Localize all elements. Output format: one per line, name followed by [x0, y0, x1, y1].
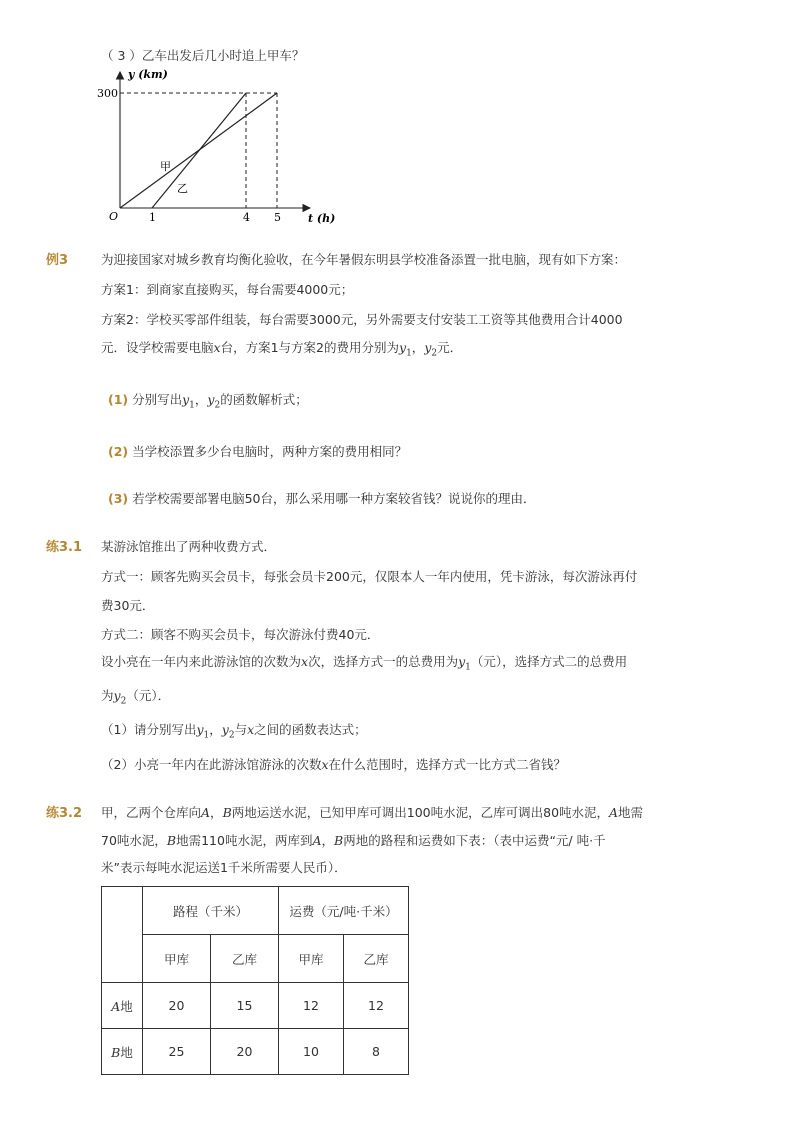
table-header-cost: 运费（元/吨·千米） [279, 887, 409, 935]
example-3-question-2: (2) 当学校添置多少台电脑时，两种方案的费用相同？ [108, 444, 408, 459]
table-cell: 8 [344, 1029, 409, 1075]
practice-3-2-line-2: 70吨水泥，B地需110吨水泥，两库到A，B两地的路程和运费如下表：（表中运费“元/ 吨·千 [101, 833, 606, 848]
example-3-plan-2-cont: 元．设学校需要电脑x台，方案1与方案2的费用分别为$y_1$，$y_2$元． [101, 340, 463, 359]
x-tick-4: 4 [243, 211, 250, 224]
practice-3-2-tag: 练3.2 [46, 806, 83, 821]
distance-time-graph [95, 60, 345, 230]
table-corner-cell [102, 887, 143, 983]
practice-3-1-intro: 某游泳馆推出了两种收费方式． [101, 539, 277, 554]
table-subheader: 乙库 [344, 935, 409, 983]
example-3-plan-1: 方案1：到商家直接购买，每台需要4000元； [101, 282, 354, 297]
table-cell: 12 [344, 983, 409, 1029]
y-axis-label: y (km) [128, 68, 168, 81]
y-tick-300: 300 [97, 87, 118, 100]
practice-3-1-method-1-cont: 费30元． [101, 598, 155, 613]
table-cell: 20 [143, 983, 211, 1029]
x-tick-5: 5 [274, 211, 281, 224]
practice-3-1-setup: 设小亮在一年内来此游泳馆的次数为x次，选择方式一的总费用为$y_1$（元），选择方式二的总费用 [101, 654, 628, 673]
practice-3-1-method-2: 方式二：顾客不购买会员卡，每次游泳付费40元． [101, 627, 380, 642]
table-subheader: 甲库 [143, 935, 211, 983]
example-3-tag: 例3 [46, 253, 69, 268]
practice-3-2-line-1: 甲，乙两个仓库向A，B两地运送水泥，已知甲库可调出100吨水泥，乙库可调出80吨水泥，A地需 [101, 805, 644, 820]
example-3-question-3: (3) 若学校需要部署电脑50台，那么采用哪一种方案较省钱？说说你的理由． [108, 491, 536, 506]
example-3-intro: 为迎接国家对城乡教育均衡化验收，在今年暑假东明县学校准备添置一批电脑，现有如下方案： [101, 252, 627, 267]
table-cell: 15 [211, 983, 279, 1029]
practice-3-1-question-1: （1）请分别写出$y_1$，$y_2$与x之间的函数表达式； [101, 722, 367, 741]
table-row [102, 1029, 409, 1075]
route-cost-table [101, 886, 409, 1075]
practice-3-1-setup-cont: 为$y_2$（元）． [101, 688, 171, 707]
series-yi-label: 乙 [177, 182, 188, 195]
practice-3-1-question-2: （2）小亮一年内在此游泳馆游泳的次数x在什么范围时，选择方式一比方式二省钱？ [101, 757, 567, 772]
table-row-label: B地 [102, 1029, 143, 1075]
x-tick-1: 1 [149, 211, 156, 224]
practice-3-1-method-1: 方式一：顾客先购买会员卡，每张会员卡200元，仅限本人一年内使用，凭卡游泳，每次游泳再付 [101, 569, 638, 584]
series-jia-label: 甲 [160, 160, 171, 173]
x-axis-label: t (h) [308, 212, 336, 225]
table-header-distance: 路程（千米） [143, 887, 279, 935]
origin-label: O [109, 210, 119, 223]
table-cell: 12 [279, 983, 344, 1029]
table-cell: 20 [211, 1029, 279, 1075]
series-yi-line [152, 93, 246, 208]
practice-3-1-tag: 练3.1 [46, 540, 83, 555]
practice-3-2-line-3: 米”表示每吨水泥运送1千米所需要人民币）． [101, 860, 347, 875]
table-cell: 25 [143, 1029, 211, 1075]
table-row-label: A地 [102, 983, 143, 1029]
table-row [102, 983, 409, 1029]
example-3-plan-2: 方案2：学校买零部件组装，每台需要3000元，另外需要支付安装工工资等其他费用合计4000 [101, 312, 623, 327]
example-3-question-1: (1) 分别写出$y_1$，$y_2$的函数解析式； [108, 392, 308, 411]
table-subheader: 乙库 [211, 935, 279, 983]
table-cell: 10 [279, 1029, 344, 1075]
table-subheader: 甲库 [279, 935, 344, 983]
question-3-text: （ 3 ）乙车出发后几小时追上甲车？ [101, 48, 305, 63]
